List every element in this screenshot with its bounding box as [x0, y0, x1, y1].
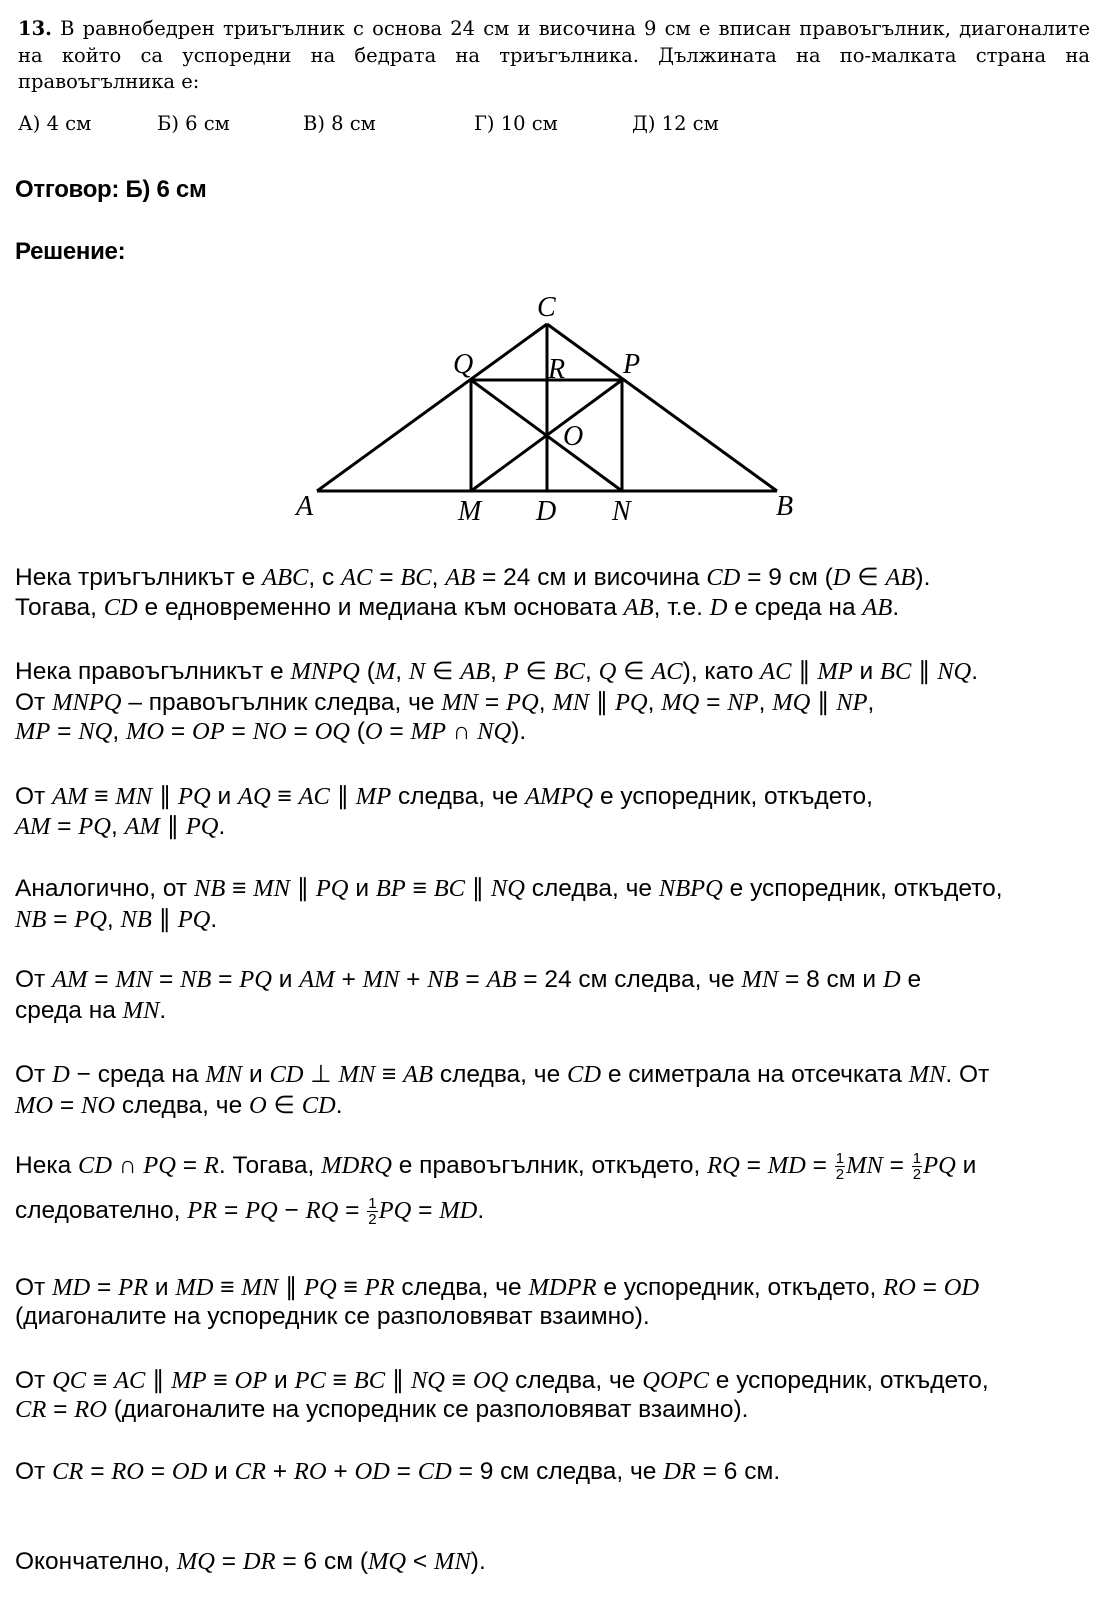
sol-line-3: Нека правоъгълникът е MNPQ (M, N ∈ AB, P ∈ BC, Q ∈ AC), като AC ∥ MP и BC ∥ NQ. [15, 658, 979, 685]
label-a: A [296, 491, 314, 522]
side-ac [317, 324, 547, 491]
sol-line-8: Аналогично, от NB ≡ MN ∥ PQ и BP ≡ BC ∥ NQ следва, че NBPQ е успоредник, откъдето, [15, 875, 1003, 902]
sol-line-18: От QC ≡ AC ∥ MP ≡ OP и PC ≡ BC ∥ NQ ≡ OQ следва, че QOPC е успоредник, откъдето, [15, 1367, 989, 1394]
solution-heading: Решение: [15, 238, 126, 265]
sol-line-14: Нека CD ∩ PQ = R. Тогава, MDRQ е правоъгълник, откъдето, RQ = MD = $\frac{1}{2}$ MN = $\frac{1}{2}$ PQ и [15, 1150, 977, 1183]
label-b: B [776, 491, 794, 522]
option-e: Д) 12 см [632, 112, 719, 135]
sol-line-16: От MD = PR и MD ≡ MN ∥ PQ ≡ PR следва, че MDPR е успоредник, откъдето, RO = OD [15, 1274, 980, 1301]
sol-line-10: От AM = MN = NB = PQ и AM + MN + NB = AB = 24 см следва, че MN = 8 см и D е [15, 966, 922, 993]
sol-line-6: От AM ≡ MN ∥ PQ и AQ ≡ AC ∥ MP следва, че AMPQ е успоредник, откъдето, [15, 783, 873, 810]
sol-line-17: (диагоналите на успоредник се разполовяват взаимно). [15, 1303, 650, 1330]
label-d: D [536, 496, 557, 527]
label-c: C [537, 292, 556, 323]
label-m: M [458, 496, 482, 527]
label-o: O [563, 421, 584, 452]
sol-line-20: От CR = RO = OD и CR + RO + OD = CD = 9 см следва, че DR = 6 см. [15, 1458, 781, 1485]
sol-line-2: Тогава, CD е едновременно и медиана към основата AB, т.е. D е среда на AB. [15, 594, 900, 621]
answer: Отговор: Б) 6 см [15, 176, 207, 203]
label-p: P [623, 349, 641, 380]
label-n: N [612, 496, 631, 527]
option-b: Б) 6 см [157, 112, 230, 135]
option-a: А) 4 см [18, 112, 92, 135]
sol-line-4: От MNPQ – правоъгълник следва, че MN = PQ, MN ∥ PQ, MQ = NP, MQ ∥ NP, [15, 689, 875, 716]
sol-line-21: Окончателно, MQ = DR = 6 см (MQ < MN). [15, 1548, 486, 1575]
problem-number: 13. [18, 17, 52, 40]
sol-line-9: NB = PQ, NB ∥ PQ. [15, 906, 218, 933]
problem-text: В равнобедрен триъгълник с основа 24 см и височина 9 см е вписан правоъгълник, диагоналите на който са успоредни на бедрата на триъгълника. Дължината на по-малката страна на правоъгълника е: [18, 17, 1090, 93]
sol-line-5: MP = NQ, MO = OP = NO = OQ (O = MP ∩ NQ). [15, 718, 527, 745]
sol-line-1: Нека триъгълникът е ABC, с AC = BC, AB = 24 см и височина CD = 9 см (D ∈ AB). [15, 564, 931, 591]
sol-line-13: MO = NO следва, че O ∈ CD. [15, 1092, 343, 1119]
label-r: R [548, 354, 566, 385]
sol-line-11: среда на MN. [15, 997, 167, 1024]
sol-line-15: следователно, PR = PQ − RQ = $\frac{1}{2}$ PQ = MD. [15, 1195, 485, 1228]
option-d: Г) 10 см [474, 112, 558, 135]
problem-statement [18, 16, 1090, 96]
option-c: В) 8 см [303, 112, 376, 135]
sol-line-7: AM = PQ, AM ∥ PQ. [15, 813, 226, 840]
sol-line-19: CR = RO (диагоналите на успоредник се разполовяват взаимно). [15, 1396, 749, 1423]
sol-line-12: От D − среда на MN и CD ⊥ MN ≡ AB следва, че CD е симетрала на отсечката MN. От [15, 1061, 990, 1088]
geometry-figure [280, 285, 820, 535]
side-bc [547, 324, 777, 491]
label-q: Q [453, 349, 474, 380]
